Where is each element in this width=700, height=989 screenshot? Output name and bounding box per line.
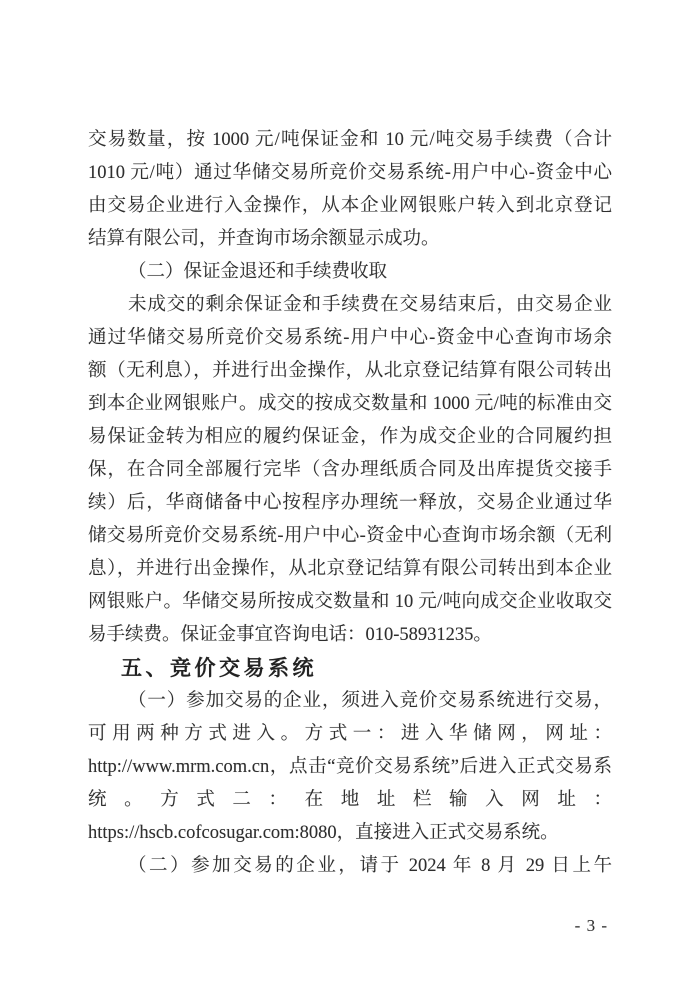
para-margin-refund-line: 保，在合同全部履行完毕（含办理纸质合同及出库提货交接手 (88, 460, 612, 480)
para-deposit-payment-line: 由交易企业进行入金操作，从本企业网银账户转入到北京登记 (88, 196, 612, 216)
para-deposit-payment-line: 结算有限公司，并查询市场余额显示成功。 (88, 229, 440, 249)
para-margin-refund-line: 易保证金转为相应的履约保证金，作为成交企业的合同履约担 (88, 427, 612, 447)
para-deposit-payment-line: 1010 元/吨）通过华储交易所竞价交易系统-用户中心-资金中心 (88, 163, 612, 183)
document-body (88, 124, 612, 883)
para-system-access-line: 可用两种方式进入。方式一：进入华储网，网址： (88, 724, 612, 744)
page-number: - 3 - (574, 916, 608, 935)
para-margin-refund-line: 易手续费。保证金事宜咨询电话：010-58931235。 (88, 625, 492, 645)
para-margin-refund-line: 额（无利息），并进行出金操作，从北京登记结算有限公司转出 (88, 361, 612, 381)
subheading-margin-refund: （二）保证金退还和手续费收取 (128, 262, 388, 282)
heading-bidding-trading-system: 五、竞价交易系统 (121, 657, 317, 680)
para-system-access-line: https://hscb.cofcosugar.com:8080，直接进入正式交易系统。 (88, 823, 559, 843)
para-margin-refund-line: 未成交的剩余保证金和手续费在交易结束后，由交易企业 (128, 295, 612, 315)
para-margin-refund-line: 储交易所竞价交易系统-用户中心-资金中心查询市场余额（无利 (88, 526, 612, 546)
para-trading-date-line: （二）参加交易的企业，请于 2024 年 8 月 29 日上午 (128, 856, 612, 876)
para-margin-refund-line: 息），并进行出金操作，从北京登记结算有限公司转出到本企业 (88, 559, 612, 579)
para-deposit-payment-line: 交易数量，按 1000 元/吨保证金和 10 元/吨交易手续费（合计 (88, 130, 612, 150)
para-margin-refund-line: 通过华储交易所竞价交易系统-用户中心-资金中心查询市场余 (88, 328, 612, 348)
para-system-access-line: 统。方式二：在地址栏输入网址： (88, 790, 612, 810)
para-margin-refund-line: 网银账户。华储交易所按成交数量和 10 元/吨向成交企业收取交 (88, 592, 612, 612)
para-system-access-line: http://www.mrm.com.cn，点击“竞价交易系统”后进入正式交易系 (88, 757, 612, 777)
para-margin-refund-line: 到本企业网银账户。成交的按成交数量和 1000 元/吨的标准由交 (88, 394, 612, 414)
para-margin-refund-line: 续）后，华商储备中心按程序办理统一释放，交易企业通过华 (88, 493, 612, 513)
para-system-access-line: （一）参加交易的企业，须进入竞价交易系统进行交易， (128, 691, 612, 711)
